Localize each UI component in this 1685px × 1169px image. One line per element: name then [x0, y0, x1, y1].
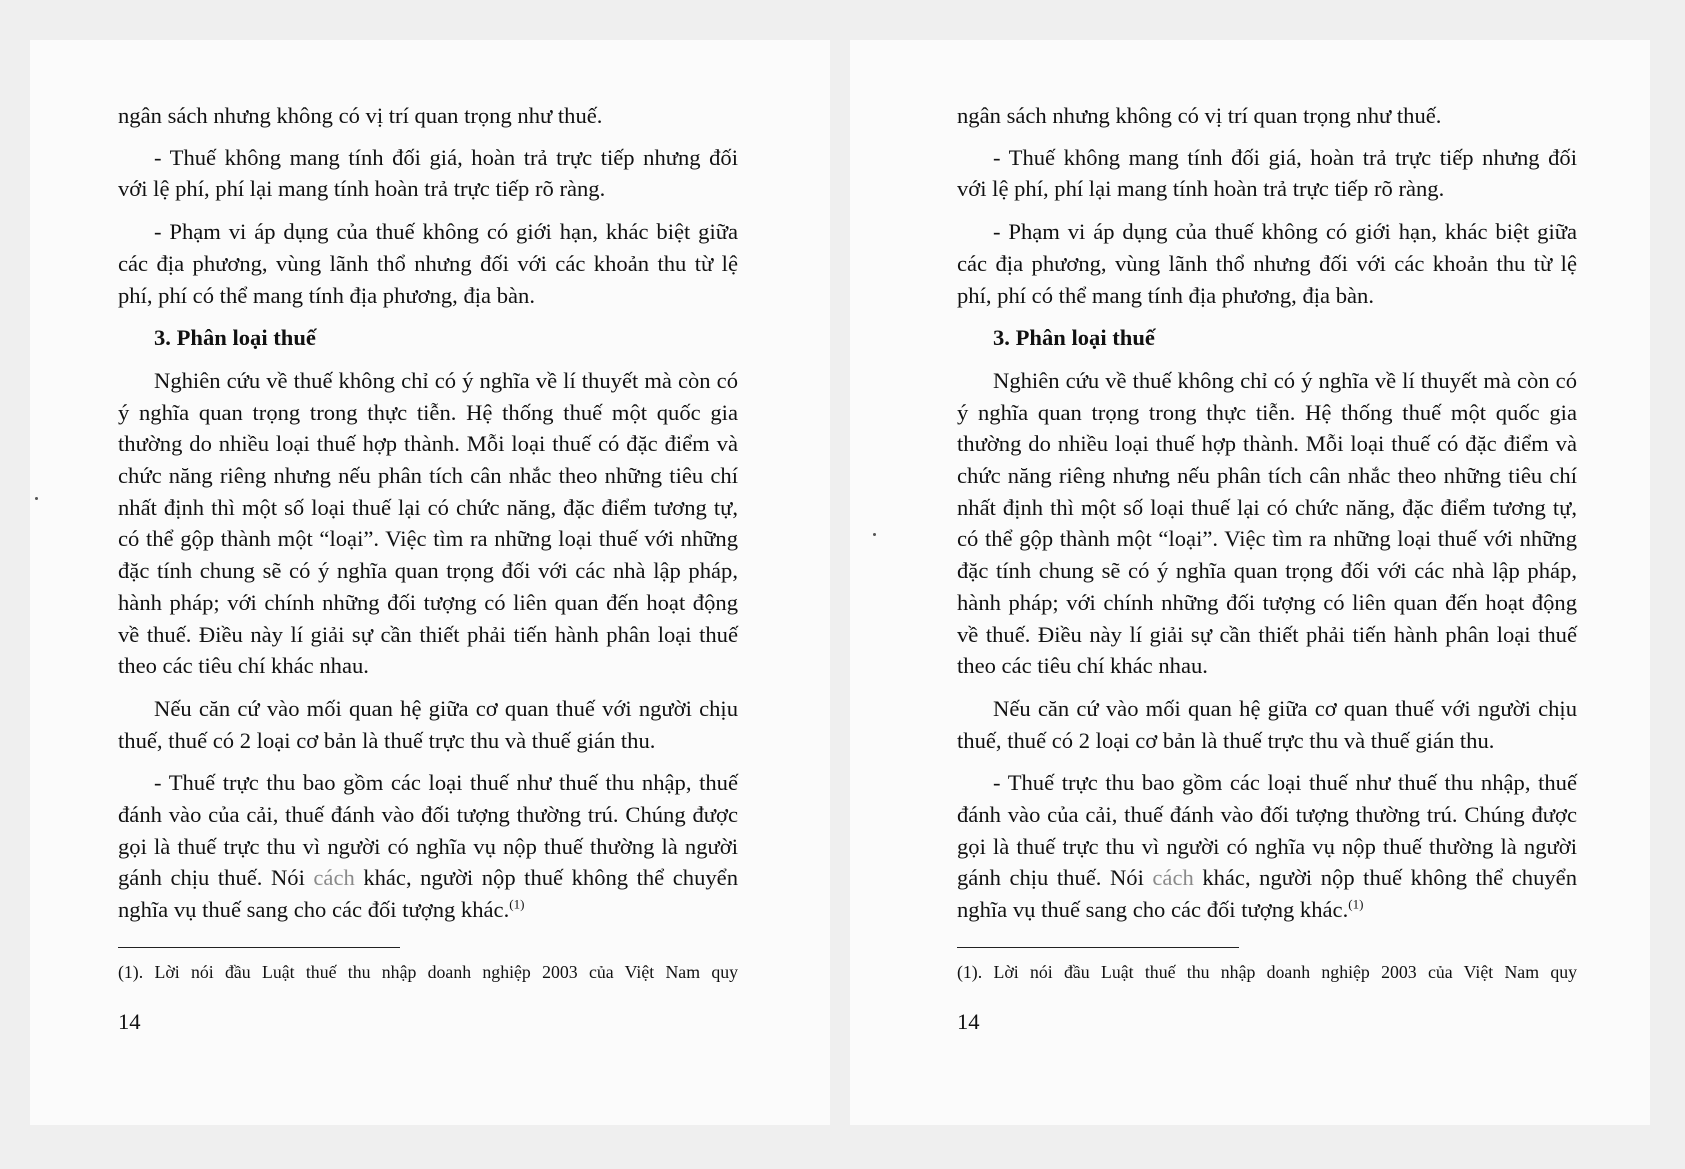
scan-speck: [35, 497, 38, 500]
footnote-text: (1). Lời nói đầu Luật thuế thu nhập doanh nghiệp 2003 của Việt Nam quy: [957, 961, 1577, 982]
paragraph-text: khác, người nộp thuế không thể chuyển nghĩa vụ thuế sang cho các đối tượng khác.: [118, 865, 738, 923]
paragraph-text: khác, người nộp thuế không thể chuyển nghĩa vụ thuế sang cho các đối tượng khác.: [957, 865, 1577, 923]
footnote-divider: [118, 947, 400, 948]
continuation-text: ngân sách nhưng không có vị trí quan trọng như thuế.: [118, 103, 603, 128]
bullet-paragraph: - Phạm vi áp dụng của thuế không có giới hạn, khác biệt giữa các địa phương, vùng lãnh thổ nhưng đối với các khoản thu từ lệ phí, phí có thể mang tính địa phương, địa bàn.: [957, 219, 1577, 308]
body-paragraph: Nghiên cứu về thuế không chỉ có ý nghĩa về lí thuyết mà còn có ý nghĩa quan trọng trong thực tiễn. Hệ thống thuế một quốc gia thường do nhiều loại thuế hợp thành. Mỗi loại thuế có đặc điểm và chức năng riêng nhưng nếu phân tích cân nhắc theo những tiêu chí nhất định thì một số loại thuế lại có chức năng, đặc điểm tương tự, có thể gộp thành một “loại”. Việc tìm ra những loại thuế với những đặc tính chung sẽ có ý nghĩa quan trọng đối với các nhà lập pháp, hành pháp; với chính những đối tượng có liên quan đến hoạt động về thuế. Điều này lí giải sự cần thiết phải tiến hành phân loại thuế theo các tiêu chí khác nhau.: [957, 367, 1577, 679]
faded-word: cách: [313, 865, 355, 891]
faded-word: cách: [1152, 865, 1194, 891]
footnote-text: (1). Lời nói đầu Luật thuế thu nhập doanh nghiệp 2003 của Việt Nam quy: [118, 961, 738, 982]
scan-speck: [873, 533, 876, 536]
footnote-reference: (1): [509, 896, 525, 912]
left-page: [118, 100, 738, 1036]
body-paragraph: [118, 767, 738, 926]
continuation-text: ngân sách nhưng không có vị trí quan trọng như thuế.: [957, 103, 1442, 128]
body-paragraph: Nếu căn cứ vào mối quan hệ giữa cơ quan thuế với người chịu thuế, thuế có 2 loại cơ bản là thuế trực thu và thuế gián thu.: [118, 695, 738, 753]
body-paragraph: [957, 767, 1577, 926]
right-page: [957, 100, 1577, 1036]
body-paragraph: Nếu căn cứ vào mối quan hệ giữa cơ quan thuế với người chịu thuế, thuế có 2 loại cơ bản là thuế trực thu và thuế gián thu.: [957, 695, 1577, 753]
paragraph-text: - Thuế trực thu bao gồm các loại thuế như thuế thu nhập, thuế đánh vào của cải, thuế đánh vào đối tượng thường trú. Chúng được gọi là thuế trực thu vì người có nghĩa vụ nộp thuế thường là người gánh chịu thuế. Nói: [118, 770, 738, 891]
page-number: 14: [118, 1008, 141, 1034]
section-heading: 3. Phân loại thuế: [993, 325, 1155, 351]
page-number: 14: [957, 1008, 980, 1034]
bullet-paragraph: - Phạm vi áp dụng của thuế không có giới hạn, khác biệt giữa các địa phương, vùng lãnh thổ nhưng đối với các khoản thu từ lệ phí, phí có thể mang tính địa phương, địa bàn.: [118, 219, 738, 308]
bullet-paragraph: - Thuế không mang tính đối giá, hoàn trả trực tiếp nhưng đối với lệ phí, phí lại mang tính hoàn trả trực tiếp rõ ràng.: [957, 144, 1577, 202]
section-heading: 3. Phân loại thuế: [154, 325, 316, 351]
footnote-divider: [957, 947, 1239, 948]
body-paragraph: Nghiên cứu về thuế không chỉ có ý nghĩa về lí thuyết mà còn có ý nghĩa quan trọng trong thực tiễn. Hệ thống thuế một quốc gia thường do nhiều loại thuế hợp thành. Mỗi loại thuế có đặc điểm và chức năng riêng nhưng nếu phân tích cân nhắc theo những tiêu chí nhất định thì một số loại thuế lại có chức năng, đặc điểm tương tự, có thể gộp thành một “loại”. Việc tìm ra những loại thuế với những đặc tính chung sẽ có ý nghĩa quan trọng đối với các nhà lập pháp, hành pháp; với chính những đối tượng có liên quan đến hoạt động về thuế. Điều này lí giải sự cần thiết phải tiến hành phân loại thuế theo các tiêu chí khác nhau.: [118, 367, 738, 679]
footnote-reference: (1): [1348, 896, 1364, 912]
paragraph-text: - Thuế trực thu bao gồm các loại thuế như thuế thu nhập, thuế đánh vào của cải, thuế đánh vào đối tượng thường trú. Chúng được gọi là thuế trực thu vì người có nghĩa vụ nộp thuế thường là người gánh chịu thuế. Nói: [957, 770, 1577, 891]
bullet-paragraph: - Thuế không mang tính đối giá, hoàn trả trực tiếp nhưng đối với lệ phí, phí lại mang tính hoàn trả trực tiếp rõ ràng.: [118, 144, 738, 202]
